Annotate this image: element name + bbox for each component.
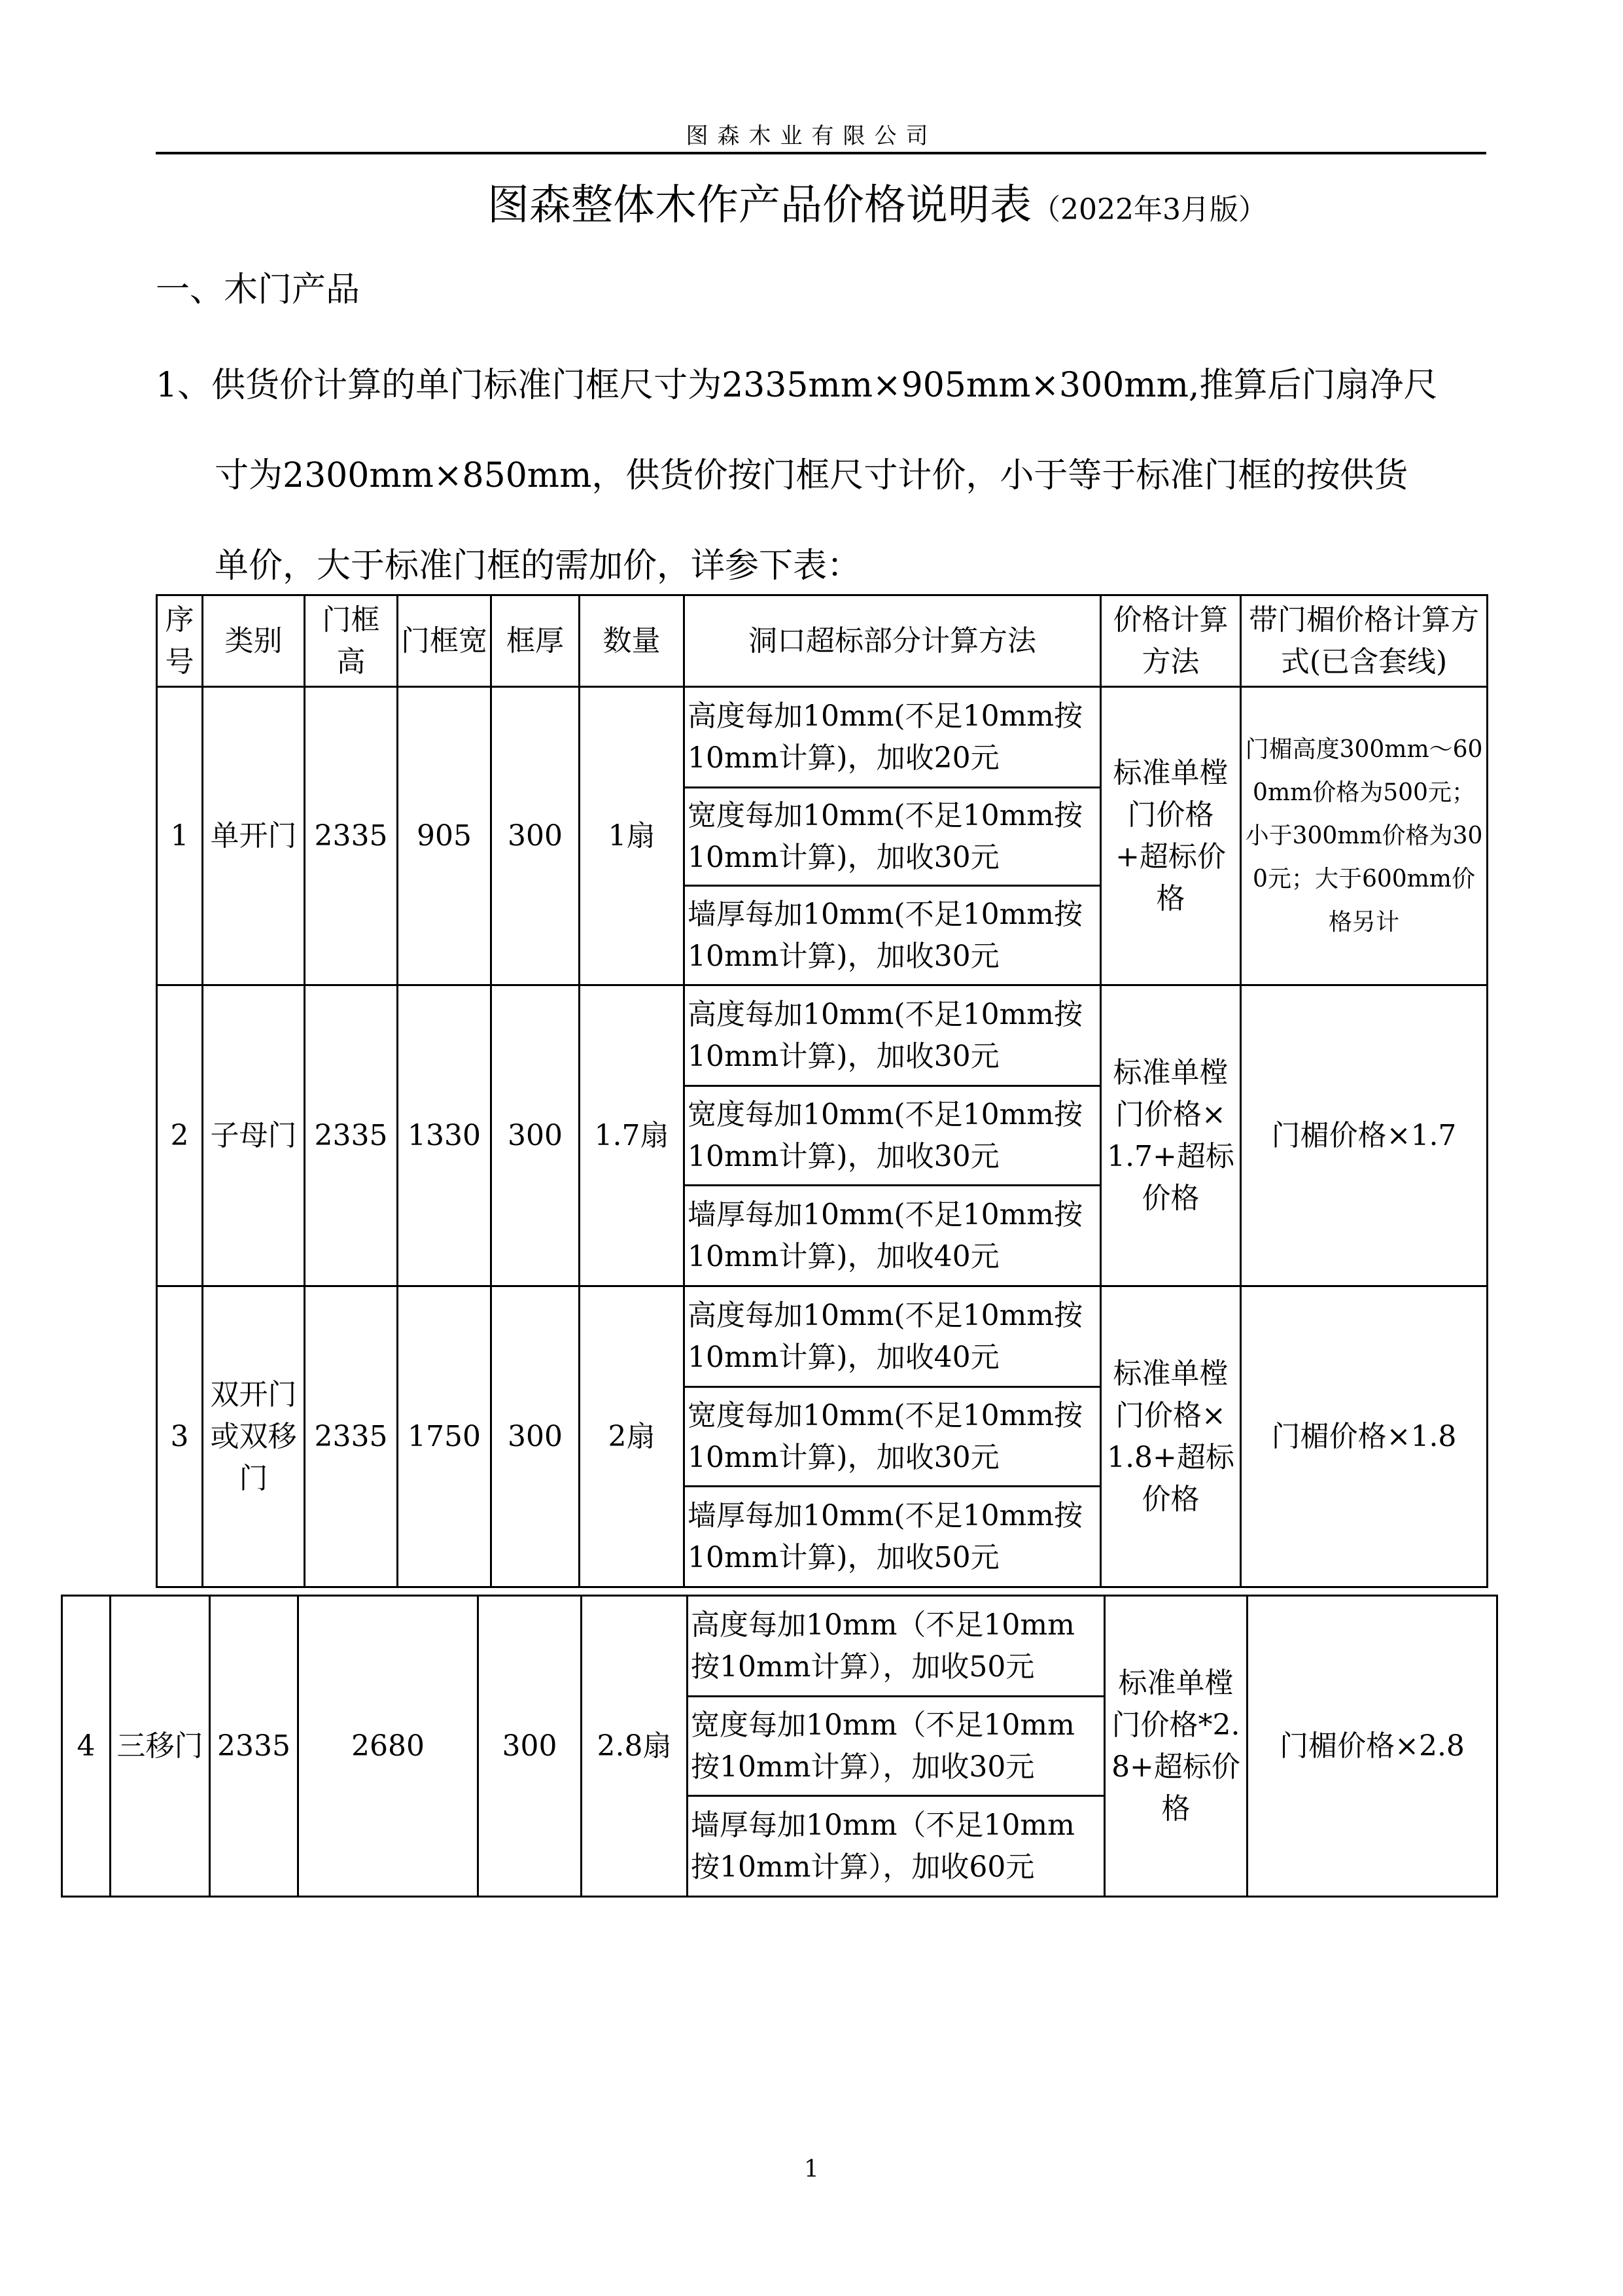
row-quantity: 2扇 [580,1286,684,1587]
method-wall-thickness: 墙厚每加10mm(不足10mm按10mm计算)，加收30元 [684,886,1101,985]
row-quantity: 1扇 [580,687,684,985]
row-thickness: 300 [491,985,580,1286]
header-frame-width: 门框宽 [398,595,491,687]
method-wall-thickness: 墙厚每加10mm（不足10mm按10mm计算），加收60元 [688,1796,1105,1897]
row-width: 2680 [298,1596,478,1897]
method-wall-thickness: 墙厚每加10mm(不足10mm按10mm计算)，加收40元 [684,1186,1101,1286]
row-height: 2335 [305,1286,398,1587]
table-row [157,1286,1488,1387]
intro-paragraph [156,340,1486,611]
row-category: 子母门 [203,985,305,1286]
row-width: 905 [398,687,491,985]
row-width: 1750 [398,1286,491,1587]
row-canopy-price: 门楣价格×2.8 [1248,1596,1497,1897]
row-width: 1330 [398,985,491,1286]
row-seq: 4 [62,1596,111,1897]
header-seq: 序号 [157,595,203,687]
method-width: 宽度每加10mm（不足10mm按10mm计算），加收30元 [688,1697,1105,1796]
header-rule [156,152,1486,154]
row-category: 双开门或双移门 [203,1286,305,1587]
row-category: 三移门 [111,1596,210,1897]
row-height: 2335 [305,985,398,1286]
table-row [157,687,1488,788]
header-frame-height: 门框高 [305,595,398,687]
price-table [156,594,1488,1588]
header-price-method: 价格计算方法 [1101,595,1241,687]
row-height: 2335 [305,687,398,985]
company-header: 图森木业有限公司 [686,123,937,149]
title-main: 图森整体木作产品价格说明表 [487,181,1032,230]
header-method: 洞口超标部分计算方法 [684,595,1101,687]
table-row [62,1596,1497,1697]
method-width: 宽度每加10mm(不足10mm按10mm计算)，加收30元 [684,788,1101,886]
row-quantity: 1.7扇 [580,985,684,1286]
row-canopy-price: 门楣价格×1.8 [1241,1286,1488,1587]
method-height: 高度每加10mm（不足10mm按10mm计算），加收50元 [688,1596,1105,1697]
intro-line-2: 寸为2300mm×850mm，供货价按门框尺寸计价，小于等于标准门框的按供货 [215,456,1408,495]
row-price-method: 标准单樘门价格*2.8+超标价格 [1105,1596,1248,1897]
row-canopy-price: 门楣价格×1.7 [1241,985,1488,1286]
header-quantity: 数量 [580,595,684,687]
row-height: 2335 [210,1596,298,1897]
section-heading: 一、木门产品 [156,270,360,309]
row-seq: 3 [157,1286,203,1587]
method-width: 宽度每加10mm(不足10mm按10mm计算)，加收30元 [684,1387,1101,1487]
row-price-method: 标准单樘门价格×1.8+超标价格 [1101,1286,1241,1587]
intro-line-3: 单价，大于标准门框的需加价，详参下表： [215,546,862,586]
header-canopy-price: 带门楣价格计算方式(已含套线) [1241,595,1488,687]
row-thickness: 300 [491,1286,580,1587]
method-wall-thickness: 墙厚每加10mm(不足10mm按10mm计算)，加收50元 [684,1487,1101,1587]
intro-line-1: 1、供货价计算的单门标准门框尺寸为2335mm×905mm×300mm,推算后门扇净尺 [156,366,1438,405]
header-frame-thickness: 框厚 [491,595,580,687]
method-width: 宽度每加10mm(不足10mm按10mm计算)，加收30元 [684,1086,1101,1186]
row-canopy-price: 门楣高度300mm～600mm价格为500元；小于300mm价格为300元；大于600mm价格另计 [1241,687,1488,985]
document-title [487,171,1267,232]
row-thickness: 300 [491,687,580,985]
page-number: 1 [804,2156,819,2183]
row-price-method: 标准单樘门价格+超标价格 [1101,687,1241,985]
row-seq: 2 [157,985,203,1286]
row-price-method: 标准单樘门价格×1.7+超标价格 [1101,985,1241,1286]
price-table-extra [61,1595,1498,1898]
row-quantity: 2.8扇 [582,1596,688,1897]
row-thickness: 300 [478,1596,582,1897]
header-category: 类别 [203,595,305,687]
method-height: 高度每加10mm(不足10mm按10mm计算)，加收20元 [684,687,1101,788]
table-row [157,985,1488,1086]
method-height: 高度每加10mm(不足10mm按10mm计算)，加收30元 [684,985,1101,1086]
method-height: 高度每加10mm(不足10mm按10mm计算)，加收40元 [684,1286,1101,1387]
row-category: 单开门 [203,687,305,985]
title-edition: （2022年3月版） [1032,193,1267,226]
table-header-row [157,595,1488,687]
row-seq: 1 [157,687,203,985]
